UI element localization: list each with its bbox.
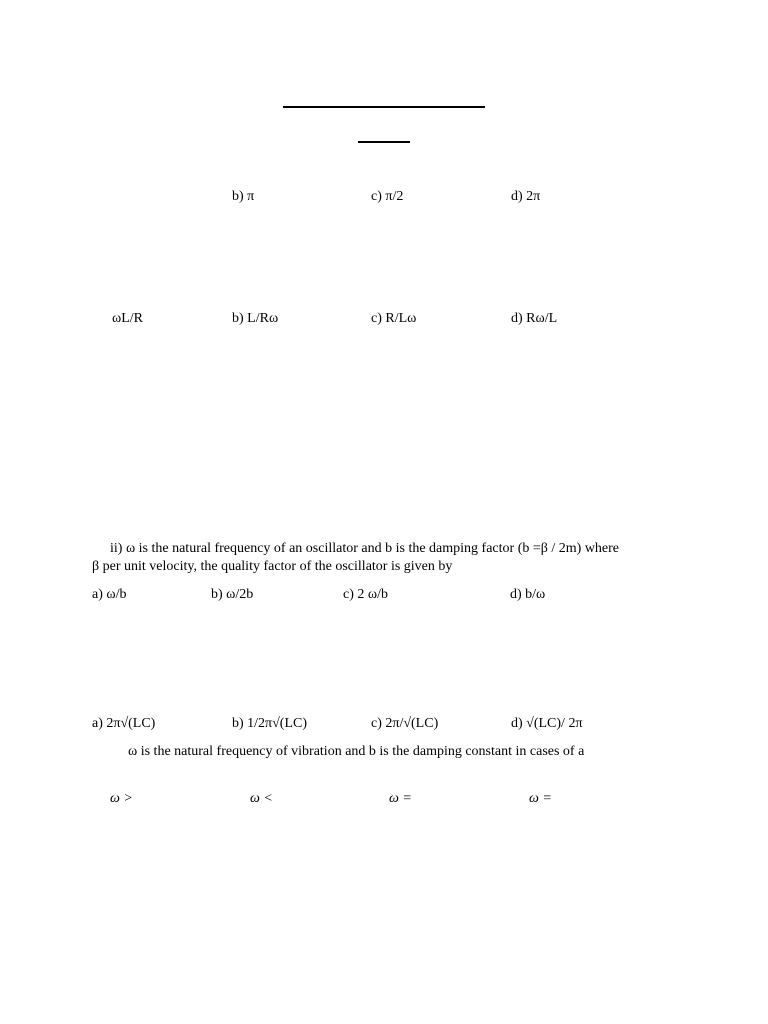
q2-option-b: b) L/Rω (232, 311, 279, 326)
q3-option-c: c) 2 ω/b (343, 587, 388, 602)
subtitle-underline (358, 141, 410, 143)
q5-option-a: ω > (110, 791, 133, 806)
q4-option-a: a) 2π√(LC) (92, 716, 156, 731)
q3-stem-line-1: ii) ω is the natural frequency of an oscillator and b is the damping factor (b =β / 2m) where (110, 541, 620, 556)
q4-option-c: c) 2π/√(LC) (371, 716, 439, 731)
q3-option-b: b) ω/2b (211, 587, 254, 602)
q2-option-d: d) Rω/L (511, 311, 558, 326)
q1-option-d: d) 2π (511, 189, 541, 204)
q4-option-b: b) 1/2π√(LC) (232, 716, 308, 731)
q5-option-c: ω = (389, 791, 412, 806)
q1-option-b: b) π (232, 189, 255, 204)
q5-option-d: ω = (529, 791, 552, 806)
q4-option-d: d) √(LC)/ 2π (511, 716, 583, 731)
q2-option-c: c) R/Lω (371, 311, 417, 326)
title-underline (283, 106, 485, 108)
q2-option-a: ωL/R (112, 311, 143, 326)
q5-option-b: ω < (250, 791, 273, 806)
q1-option-c: c) π/2 (371, 189, 404, 204)
q5-stem: ω is the natural frequency of vibration and b is the damping constant in cases of a (128, 744, 585, 759)
q3-stem-line-2: β per unit velocity, the quality factor of the oscillator is given by (92, 559, 453, 574)
q3-option-a: a) ω/b (92, 587, 127, 602)
q3-option-d: d) b/ω (510, 587, 546, 602)
